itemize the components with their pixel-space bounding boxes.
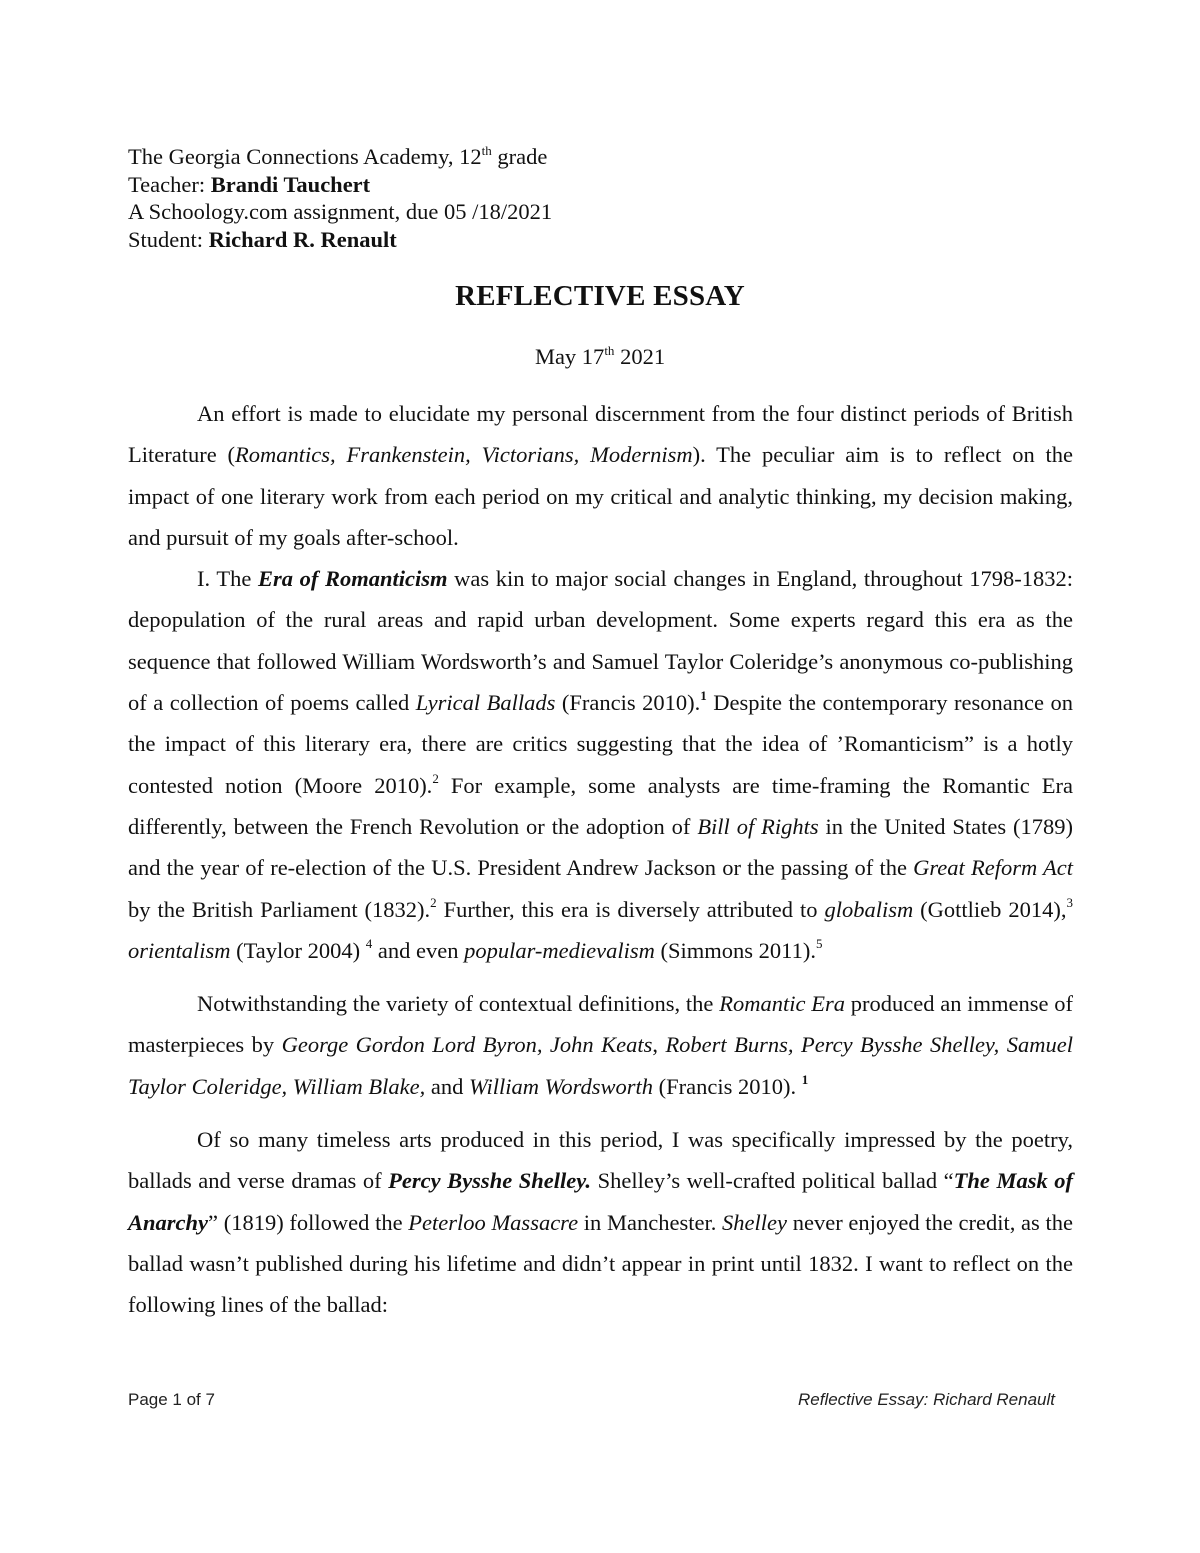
text-run: ). The peculiar aim is to reflect on the impact of one literary work from each period on my critical and analytic thinking, my decision making, and pursuit of my goals after-school. <box>128 442 1073 550</box>
text-run: (Taylor 2004) <box>230 937 366 963</box>
text-run: Of so many timeless arts produced in this period, I was specifically impressed by the poetry, ballads and verse dramas of <box>128 1127 1073 1194</box>
italic-run: Peterloo Massacre <box>408 1209 579 1235</box>
italic-run: Robert Burns, Percy Bysshe Shelley, Samuel Taylor Coleridge, William Blake, <box>128 1032 1073 1099</box>
italic-run: Romantics, Frankenstein, Victorians, Modernism <box>235 442 693 468</box>
footnote-marker: 2 <box>432 770 439 786</box>
italic-run: popular-medievalism <box>464 937 655 963</box>
text-run: in Manchester. <box>578 1209 723 1235</box>
assignment-line: A Schoology.com assignment, due 05 /18/2021 <box>128 199 553 224</box>
student-label: Student: <box>128 226 209 252</box>
text-run: was kin to major social changes in England, throughout 1798-1832: depopulation of the rural areas and rapid urban development. Some experts regard this era as the sequence that followed William Wordsworth’s and Samuel Taylor Coleridge’s anonymous co-publishing of a collection of poems called <box>128 566 1073 716</box>
essay-body <box>128 393 1073 1326</box>
text-run: ” (1819) followed the <box>208 1209 409 1235</box>
bold-italic-run: Era of Romanticism <box>257 566 448 592</box>
date-month-day: May 17 <box>534 344 605 369</box>
date-superscript: th <box>604 343 615 358</box>
footnote-marker: 2 <box>430 894 437 910</box>
text-run: by the British Parliament (1832). <box>128 896 431 922</box>
text-run: Shelley’s well-crafted political ballad “ <box>591 1168 954 1194</box>
text-run: (Francis 2010). <box>653 1073 802 1099</box>
student-line <box>128 226 552 254</box>
text-run: and <box>425 1073 470 1099</box>
paragraph-shelley <box>128 1119 1073 1325</box>
text-run: never enjoyed the credit, as the ballad wasn’t published during his lifetime and didn’t appear in print until 1832. I want to reflect on the following lines of the ballad: <box>128 1209 1073 1318</box>
italic-run: Shelley <box>722 1209 788 1235</box>
teacher-name: Brandi Tauchert <box>210 171 371 197</box>
text-run: Notwithstanding the variety of contextual definitions, the <box>197 991 720 1017</box>
text-run: and even <box>372 937 465 963</box>
grade-superscript: th <box>481 143 492 158</box>
date-year: 2021 <box>614 344 666 369</box>
text-run: Despite the contemporary resonance on the impact of this literary era, there are critics suggesting that the idea of ’Romanticism” is a hotly contested notion (Moore 2010). <box>128 690 1073 798</box>
footnote-marker: 5 <box>815 935 823 951</box>
student-name: Richard R. Renault <box>208 226 397 252</box>
italic-run: orientalism <box>128 937 231 963</box>
text-run: in the United States (1789) and the year of re-election of the U.S. President Andrew Jackson or the passing of the <box>128 813 1073 881</box>
teacher-label: Teacher: <box>128 171 211 197</box>
paragraph-romanticism <box>128 558 1073 971</box>
footnote-marker: 3 <box>1066 894 1073 910</box>
page-number: Page 1 of 7 <box>128 1390 215 1409</box>
bold-italic-run: Percy Bysshe Shelley. <box>388 1168 592 1194</box>
essay-title: REFLECTIVE ESSAY <box>455 280 745 312</box>
text-run: (Simmons 2011). <box>654 937 816 963</box>
school-line <box>128 143 552 171</box>
italic-run: globalism <box>824 896 914 922</box>
footnote-marker: 1 <box>700 688 707 704</box>
italic-run: Romantic Era <box>719 991 845 1017</box>
paragraph-masterpieces <box>128 983 1073 1107</box>
italic-run: Bill of Rights <box>697 813 819 839</box>
italic-run: William Wordsworth <box>469 1073 654 1099</box>
text-run: (Francis 2010). <box>555 690 701 716</box>
school-name: The Georgia Connections Academy, 12 <box>128 144 482 169</box>
essay-date <box>0 344 1200 370</box>
text-run: Further, this era is diversely attributed to <box>436 896 825 922</box>
text-run: An effort is made to elucidate my personal discernment from the four distinct periods of British Literature ( <box>128 401 1073 468</box>
teacher-line <box>128 171 552 199</box>
italic-run: George Gordon Lord Byron, John Keats <box>281 1032 653 1058</box>
bold-italic-run: The Mask of Anarchy <box>128 1168 1074 1235</box>
footnote-marker: 4 <box>365 935 373 951</box>
text-run: (Gottlieb 2014), <box>913 896 1067 922</box>
grade-label: grade <box>491 144 548 169</box>
italic-run: Great Reform Act <box>913 855 1073 881</box>
text-run: , <box>652 1032 666 1058</box>
text-run: For example, some analysts are time-framing the Romantic Era differently, between the French Revolution or the adoption of <box>128 772 1073 839</box>
running-title: Reflective Essay: Richard Renault <box>797 1390 1055 1409</box>
text-run: I. The <box>197 566 258 592</box>
footnote-marker: 1 <box>801 1071 809 1087</box>
italic-run: Lyrical Ballads <box>415 690 556 716</box>
document-header <box>128 143 552 253</box>
paragraph-intro <box>128 393 1073 558</box>
text-run: produced an immense of masterpieces by <box>128 991 1074 1058</box>
